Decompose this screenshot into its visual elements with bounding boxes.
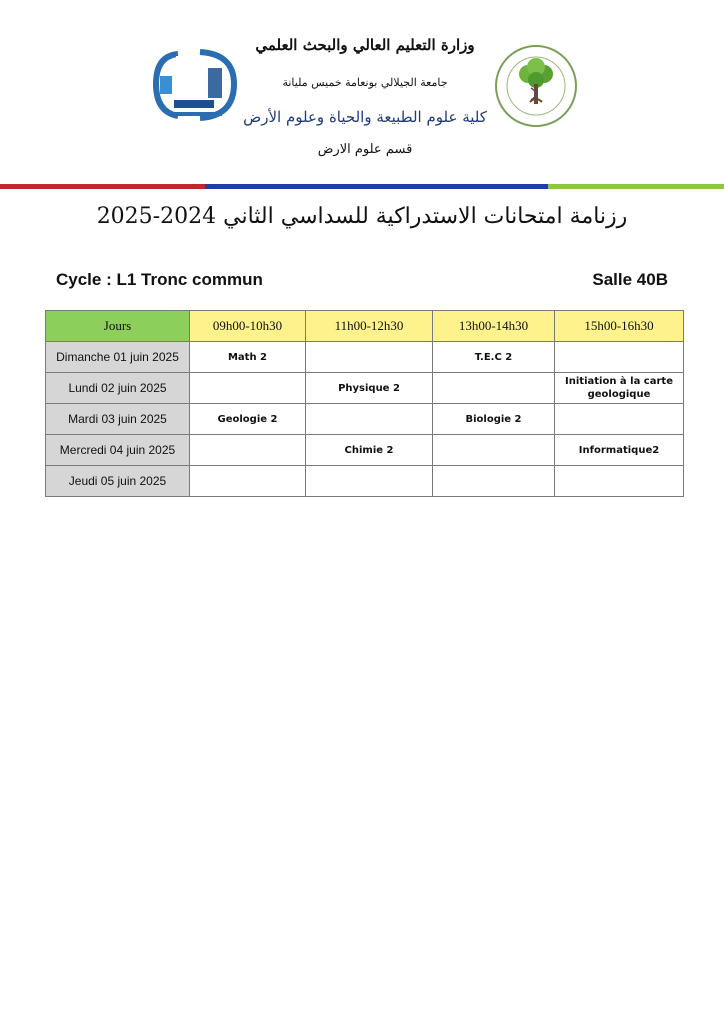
exam-cell: T.E.C 2 bbox=[433, 342, 555, 373]
exam-cell: Chimie 2 bbox=[306, 435, 433, 466]
header-days: Jours bbox=[46, 311, 190, 342]
exam-cell bbox=[190, 435, 306, 466]
table-row bbox=[46, 404, 684, 435]
university-logo bbox=[148, 46, 240, 126]
day-cell: Mardi 03 juin 2025 bbox=[46, 404, 190, 435]
department-name: قسم علوم الارض bbox=[317, 142, 413, 157]
table-row bbox=[46, 435, 684, 466]
table-row bbox=[46, 342, 684, 373]
exam-cell: Informatique2 bbox=[555, 435, 684, 466]
header-slot-4: 15h00-16h30 bbox=[555, 311, 684, 342]
day-cell: Mercredi 04 juin 2025 bbox=[46, 435, 190, 466]
exam-cell bbox=[433, 435, 555, 466]
exam-cell: Geologie 2 bbox=[190, 404, 306, 435]
faculty-logo bbox=[494, 44, 578, 128]
table-row bbox=[46, 466, 684, 497]
exam-cell bbox=[433, 373, 555, 404]
table-header-row bbox=[46, 311, 684, 342]
day-cell: Lundi 02 juin 2025 bbox=[46, 373, 190, 404]
university-name: جامعة الجيلالي بونعامة خميس مليانة bbox=[282, 76, 448, 89]
exam-cell bbox=[306, 466, 433, 497]
exam-cell bbox=[555, 342, 684, 373]
exam-cell: Initiation à la carte geologique bbox=[555, 373, 684, 404]
exam-cell bbox=[190, 466, 306, 497]
exam-cell bbox=[306, 342, 433, 373]
header-slot-3: 13h00-14h30 bbox=[433, 311, 555, 342]
color-bar-red bbox=[0, 184, 205, 189]
exam-cell bbox=[555, 404, 684, 435]
page-title: رزنامة امتحانات الاستدراكية للسداسي الثاني 2024-2025 bbox=[96, 204, 628, 229]
cycle-label: Cycle : L1 Tronc commun bbox=[56, 270, 263, 289]
exam-cell bbox=[433, 466, 555, 497]
day-cell: Dimanche 01 juin 2025 bbox=[46, 342, 190, 373]
header-slot-1: 09h00-10h30 bbox=[190, 311, 306, 342]
color-bar-green bbox=[548, 184, 724, 189]
exam-schedule-table bbox=[45, 310, 684, 497]
faculty-name: كلية علوم الطبيعة والحياة وعلوم الأرض bbox=[243, 108, 487, 126]
room-label: Salle 40B bbox=[592, 270, 668, 289]
ministry-name: وزارة التعليم العالي والبحث العلمي bbox=[255, 36, 475, 54]
exam-cell: Math 2 bbox=[190, 342, 306, 373]
color-bar-blue bbox=[205, 184, 548, 189]
exam-cell: Physique 2 bbox=[306, 373, 433, 404]
exam-cell bbox=[555, 466, 684, 497]
exam-cell bbox=[190, 373, 306, 404]
header-slot-2: 11h00-12h30 bbox=[306, 311, 433, 342]
exam-cell bbox=[306, 404, 433, 435]
exam-cell: Biologie 2 bbox=[433, 404, 555, 435]
header-color-bar bbox=[0, 184, 724, 189]
day-cell: Jeudi 05 juin 2025 bbox=[46, 466, 190, 497]
table-row bbox=[46, 373, 684, 404]
